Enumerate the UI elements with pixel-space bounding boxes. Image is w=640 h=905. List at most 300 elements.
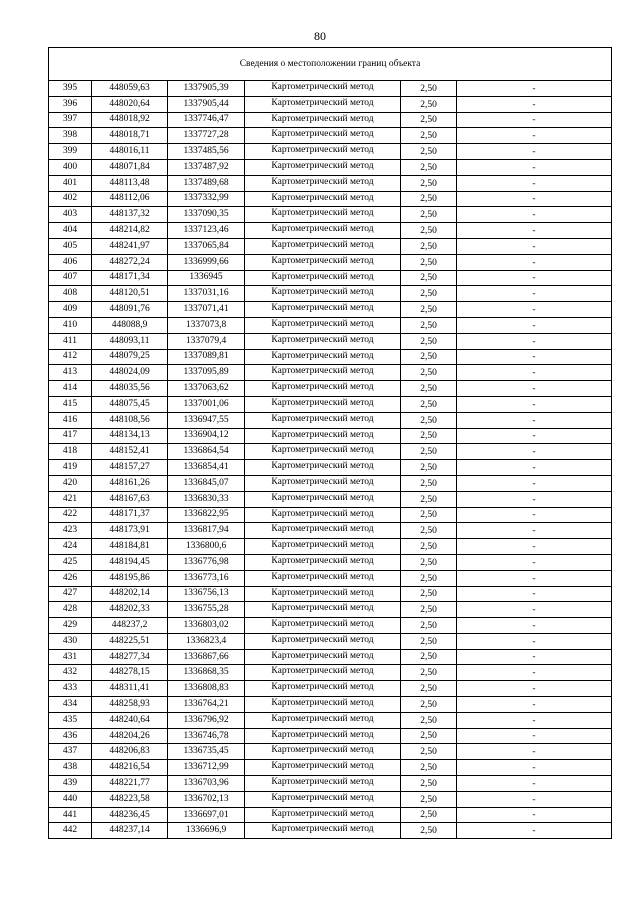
point-number: 417 [49,428,92,444]
determination-method: Картометрический метод [245,475,401,491]
coordinate-y: 1336697,01 [168,807,245,823]
table-row [49,460,611,476]
table-row [49,554,611,570]
note-value: - [457,618,612,634]
coordinate-x: 448195,86 [92,570,168,586]
table-row [49,238,611,254]
coordinate-x: 448120,51 [92,286,168,302]
note-value: - [457,317,612,333]
note-value: - [457,144,612,160]
accuracy-value: 2,50 [401,238,457,254]
accuracy-value: 2,50 [401,618,457,634]
point-number: 406 [49,254,92,270]
note-value: - [457,807,612,823]
coordinate-x: 448240,64 [92,712,168,728]
accuracy-value: 2,50 [401,270,457,286]
coordinate-y: 1337001,06 [168,396,245,412]
point-number: 429 [49,618,92,634]
determination-method: Картометрический метод [245,412,401,428]
accuracy-value: 2,50 [401,81,457,96]
accuracy-value: 2,50 [401,523,457,539]
table-row [49,665,611,681]
coordinate-x: 448091,76 [92,302,168,318]
accuracy-value: 2,50 [401,760,457,776]
coordinate-x: 448277,34 [92,649,168,665]
determination-method: Картометрический метод [245,333,401,349]
point-number: 440 [49,791,92,807]
determination-method: Картометрический метод [245,618,401,634]
determination-method: Картометрический метод [245,665,401,681]
determination-method: Картометрический метод [245,728,401,744]
coordinate-y: 1336696,9 [168,823,245,838]
point-number: 413 [49,365,92,381]
coordinate-x: 448237,2 [92,618,168,634]
point-number: 418 [49,444,92,460]
accuracy-value: 2,50 [401,665,457,681]
note-value: - [457,760,612,776]
coordinate-x: 448079,25 [92,349,168,365]
accuracy-value: 2,50 [401,586,457,602]
table-row [49,254,611,270]
note-value: - [457,175,612,191]
determination-method: Картометрический метод [245,96,401,112]
determination-method: Картометрический метод [245,238,401,254]
page-number: 80 [314,29,326,43]
coordinate-x: 448016,11 [92,144,168,160]
accuracy-value: 2,50 [401,175,457,191]
accuracy-value: 2,50 [401,728,457,744]
coordinate-x: 448206,83 [92,744,168,760]
table-row [49,633,611,649]
note-value: - [457,302,612,318]
determination-method: Картометрический метод [245,523,401,539]
note-value: - [457,523,612,539]
coordinate-y: 1337487,92 [168,159,245,175]
point-number: 405 [49,238,92,254]
coordinate-x: 448173,91 [92,523,168,539]
coordinate-x: 448241,97 [92,238,168,254]
point-number: 441 [49,807,92,823]
point-number: 426 [49,570,92,586]
note-value: - [457,128,612,144]
section-title: Сведения о местоположении границ объекта [49,48,611,81]
coordinate-x: 448075,45 [92,396,168,412]
coordinate-y: 1336746,78 [168,728,245,744]
accuracy-value: 2,50 [401,365,457,381]
point-number: 416 [49,412,92,428]
determination-method: Картометрический метод [245,507,401,523]
note-value: - [457,681,612,697]
table-row [49,507,611,523]
accuracy-value: 2,50 [401,223,457,239]
table-row [49,270,611,286]
accuracy-value: 2,50 [401,602,457,618]
point-number: 422 [49,507,92,523]
coordinate-y: 1336845,07 [168,475,245,491]
coordinate-x: 448272,24 [92,254,168,270]
table-row [49,539,611,555]
coordinate-y: 1336764,21 [168,697,245,713]
note-value: - [457,665,612,681]
point-number: 436 [49,728,92,744]
table-row [49,618,611,634]
note-value: - [457,744,612,760]
accuracy-value: 2,50 [401,96,457,112]
accuracy-value: 2,50 [401,254,457,270]
coordinate-x: 448202,14 [92,586,168,602]
accuracy-value: 2,50 [401,712,457,728]
table-row [49,791,611,807]
coordinate-x: 448278,15 [92,665,168,681]
table-row [49,302,611,318]
coordinate-y: 1337727,28 [168,128,245,144]
accuracy-value: 2,50 [401,159,457,175]
coordinate-y: 1337031,16 [168,286,245,302]
table-row [49,523,611,539]
determination-method: Картометрический метод [245,317,401,333]
point-number: 419 [49,460,92,476]
accuracy-value: 2,50 [401,349,457,365]
point-number: 430 [49,633,92,649]
point-number: 398 [49,128,92,144]
accuracy-value: 2,50 [401,649,457,665]
note-value: - [457,586,612,602]
table-row [49,286,611,302]
table-row [49,365,611,381]
note-value: - [457,286,612,302]
coordinate-y: 1337090,35 [168,207,245,223]
table-row [49,823,611,838]
determination-method: Картометрический метод [245,712,401,728]
accuracy-value: 2,50 [401,807,457,823]
accuracy-value: 2,50 [401,791,457,807]
table-row [49,586,611,602]
table-row [49,475,611,491]
table-row [49,223,611,239]
accuracy-value: 2,50 [401,697,457,713]
note-value: - [457,602,612,618]
coordinate-y: 1336822,95 [168,507,245,523]
coordinate-x: 448221,77 [92,776,168,792]
coordinate-x: 448223,58 [92,791,168,807]
determination-method: Картометрический метод [245,144,401,160]
note-value: - [457,633,612,649]
table-row [49,649,611,665]
point-number: 439 [49,776,92,792]
note-value: - [457,207,612,223]
point-number: 411 [49,333,92,349]
point-number: 397 [49,112,92,128]
accuracy-value: 2,50 [401,823,457,838]
coordinate-y: 1336808,83 [168,681,245,697]
coordinate-y: 1336817,94 [168,523,245,539]
coordinate-y: 1337123,46 [168,223,245,239]
coordinate-y: 1336830,33 [168,491,245,507]
note-value: - [457,238,612,254]
coordinate-y: 1336947,55 [168,412,245,428]
coordinate-y: 1336776,98 [168,554,245,570]
accuracy-value: 2,50 [401,507,457,523]
determination-method: Картометрический метод [245,270,401,286]
coordinate-x: 448059,63 [92,81,168,96]
accuracy-value: 2,50 [401,554,457,570]
accuracy-value: 2,50 [401,475,457,491]
table-row [49,602,611,618]
point-number: 427 [49,586,92,602]
coordinate-x: 448152,41 [92,444,168,460]
coordinate-x: 448214,82 [92,223,168,239]
coordinate-y: 1337063,62 [168,381,245,397]
accuracy-value: 2,50 [401,444,457,460]
point-number: 399 [49,144,92,160]
coordinate-y: 1336712,99 [168,760,245,776]
note-value: - [457,333,612,349]
accuracy-value: 2,50 [401,112,457,128]
coordinate-x: 448134,13 [92,428,168,444]
table-row [49,333,611,349]
coordinate-y: 1336904,12 [168,428,245,444]
note-value: - [457,81,612,96]
accuracy-value: 2,50 [401,286,457,302]
coordinate-y: 1336755,28 [168,602,245,618]
note-value: - [457,776,612,792]
coordinate-y: 1337065,84 [168,238,245,254]
note-value: - [457,396,612,412]
determination-method: Картометрический метод [245,586,401,602]
determination-method: Картометрический метод [245,744,401,760]
coordinate-x: 448258,93 [92,697,168,713]
determination-method: Картометрический метод [245,697,401,713]
coordinate-x: 448137,32 [92,207,168,223]
table-row [49,744,611,760]
coordinate-x: 448311,41 [92,681,168,697]
determination-method: Картометрический метод [245,776,401,792]
point-number: 442 [49,823,92,838]
coordinate-y: 1336854,41 [168,460,245,476]
coordinate-x: 448184,81 [92,539,168,555]
note-value: - [457,223,612,239]
determination-method: Картометрический метод [245,175,401,191]
accuracy-value: 2,50 [401,317,457,333]
table-row [49,728,611,744]
note-value: - [457,254,612,270]
table-row [49,159,611,175]
note-value: - [457,697,612,713]
determination-method: Картометрический метод [245,791,401,807]
point-number: 404 [49,223,92,239]
determination-method: Картометрический метод [245,365,401,381]
table-row [49,175,611,191]
table-row [49,81,611,96]
coordinate-x: 448167,63 [92,491,168,507]
table-row [49,697,611,713]
determination-method: Картометрический метод [245,807,401,823]
table-row [49,128,611,144]
point-number: 433 [49,681,92,697]
determination-method: Картометрический метод [245,128,401,144]
accuracy-value: 2,50 [401,302,457,318]
accuracy-value: 2,50 [401,776,457,792]
coordinate-y: 1336800,6 [168,539,245,555]
point-number: 407 [49,270,92,286]
determination-method: Картометрический метод [245,381,401,397]
point-number: 412 [49,349,92,365]
note-value: - [457,507,612,523]
determination-method: Картометрический метод [245,159,401,175]
point-number: 425 [49,554,92,570]
coordinate-y: 1337332,99 [168,191,245,207]
accuracy-value: 2,50 [401,539,457,555]
table-row [49,317,611,333]
boundary-points-table [49,81,611,838]
determination-method: Картометрический метод [245,191,401,207]
accuracy-value: 2,50 [401,681,457,697]
determination-method: Картометрический метод [245,823,401,838]
table-row [49,807,611,823]
coordinate-x: 448020,64 [92,96,168,112]
table-row [49,207,611,223]
coordinate-x: 448237,14 [92,823,168,838]
coordinate-x: 448088,9 [92,317,168,333]
table-row [49,396,611,412]
coordinate-y: 1336756,13 [168,586,245,602]
point-number: 431 [49,649,92,665]
point-number: 435 [49,712,92,728]
accuracy-value: 2,50 [401,428,457,444]
note-value: - [457,570,612,586]
determination-method: Картометрический метод [245,460,401,476]
note-value: - [457,365,612,381]
coordinate-y: 1336703,96 [168,776,245,792]
table-row [49,381,611,397]
table-row [49,144,611,160]
table-row [49,712,611,728]
point-number: 437 [49,744,92,760]
coordinate-y: 1337905,44 [168,96,245,112]
determination-method: Картометрический метод [245,491,401,507]
point-number: 410 [49,317,92,333]
coordinate-y: 1337089,81 [168,349,245,365]
coordinate-y: 1336803,02 [168,618,245,634]
determination-method: Картометрический метод [245,81,401,96]
point-number: 409 [49,302,92,318]
coordinate-x: 448225,51 [92,633,168,649]
coordinate-y: 1337746,47 [168,112,245,128]
coordinate-x: 448161,26 [92,475,168,491]
note-value: - [457,712,612,728]
table-row [49,570,611,586]
note-value: - [457,649,612,665]
note-value: - [457,428,612,444]
point-number: 421 [49,491,92,507]
note-value: - [457,112,612,128]
point-number: 403 [49,207,92,223]
note-value: - [457,349,612,365]
coordinate-y: 1336868,35 [168,665,245,681]
note-value: - [457,491,612,507]
coordinate-x: 448157,27 [92,460,168,476]
coordinate-x: 448112,06 [92,191,168,207]
accuracy-value: 2,50 [401,191,457,207]
point-number: 432 [49,665,92,681]
determination-method: Картометрический метод [245,396,401,412]
accuracy-value: 2,50 [401,207,457,223]
determination-method: Картометрический метод [245,554,401,570]
point-number: 428 [49,602,92,618]
determination-method: Картометрический метод [245,254,401,270]
determination-method: Картометрический метод [245,602,401,618]
table-row [49,191,611,207]
note-value: - [457,554,612,570]
boundary-table-container [48,47,612,839]
coordinate-x: 448204,26 [92,728,168,744]
coordinate-y: 1337095,89 [168,365,245,381]
note-value: - [457,96,612,112]
note-value: - [457,539,612,555]
determination-method: Картометрический метод [245,649,401,665]
point-number: 420 [49,475,92,491]
coordinate-y: 1336999,66 [168,254,245,270]
determination-method: Картометрический метод [245,444,401,460]
accuracy-value: 2,50 [401,144,457,160]
determination-method: Картометрический метод [245,539,401,555]
accuracy-value: 2,50 [401,381,457,397]
accuracy-value: 2,50 [401,396,457,412]
coordinate-x: 448236,45 [92,807,168,823]
determination-method: Картометрический метод [245,223,401,239]
coordinate-y: 1336864,54 [168,444,245,460]
point-number: 396 [49,96,92,112]
determination-method: Картометрический метод [245,633,401,649]
coordinate-x: 448093,11 [92,333,168,349]
coordinate-y: 1336796,92 [168,712,245,728]
note-value: - [457,823,612,838]
table-row [49,96,611,112]
point-number: 400 [49,159,92,175]
coordinate-x: 448171,37 [92,507,168,523]
point-number: 424 [49,539,92,555]
table-body [49,81,611,838]
table-row [49,776,611,792]
coordinate-y: 1336867,66 [168,649,245,665]
determination-method: Картометрический метод [245,570,401,586]
coordinate-y: 1336945 [168,270,245,286]
accuracy-value: 2,50 [401,333,457,349]
determination-method: Картометрический метод [245,349,401,365]
coordinate-y: 1337071,41 [168,302,245,318]
point-number: 415 [49,396,92,412]
coordinate-y: 1336773,16 [168,570,245,586]
determination-method: Картометрический метод [245,302,401,318]
point-number: 414 [49,381,92,397]
determination-method: Картометрический метод [245,681,401,697]
accuracy-value: 2,50 [401,412,457,428]
table-row [49,112,611,128]
determination-method: Картометрический метод [245,286,401,302]
accuracy-value: 2,50 [401,460,457,476]
coordinate-x: 448024,09 [92,365,168,381]
coordinate-y: 1337489,68 [168,175,245,191]
coordinate-x: 448202,33 [92,602,168,618]
table-row [49,412,611,428]
coordinate-y: 1337485,56 [168,144,245,160]
accuracy-value: 2,50 [401,744,457,760]
coordinate-y: 1337079,4 [168,333,245,349]
note-value: - [457,791,612,807]
determination-method: Картометрический метод [245,207,401,223]
point-number: 395 [49,81,92,96]
accuracy-value: 2,50 [401,491,457,507]
